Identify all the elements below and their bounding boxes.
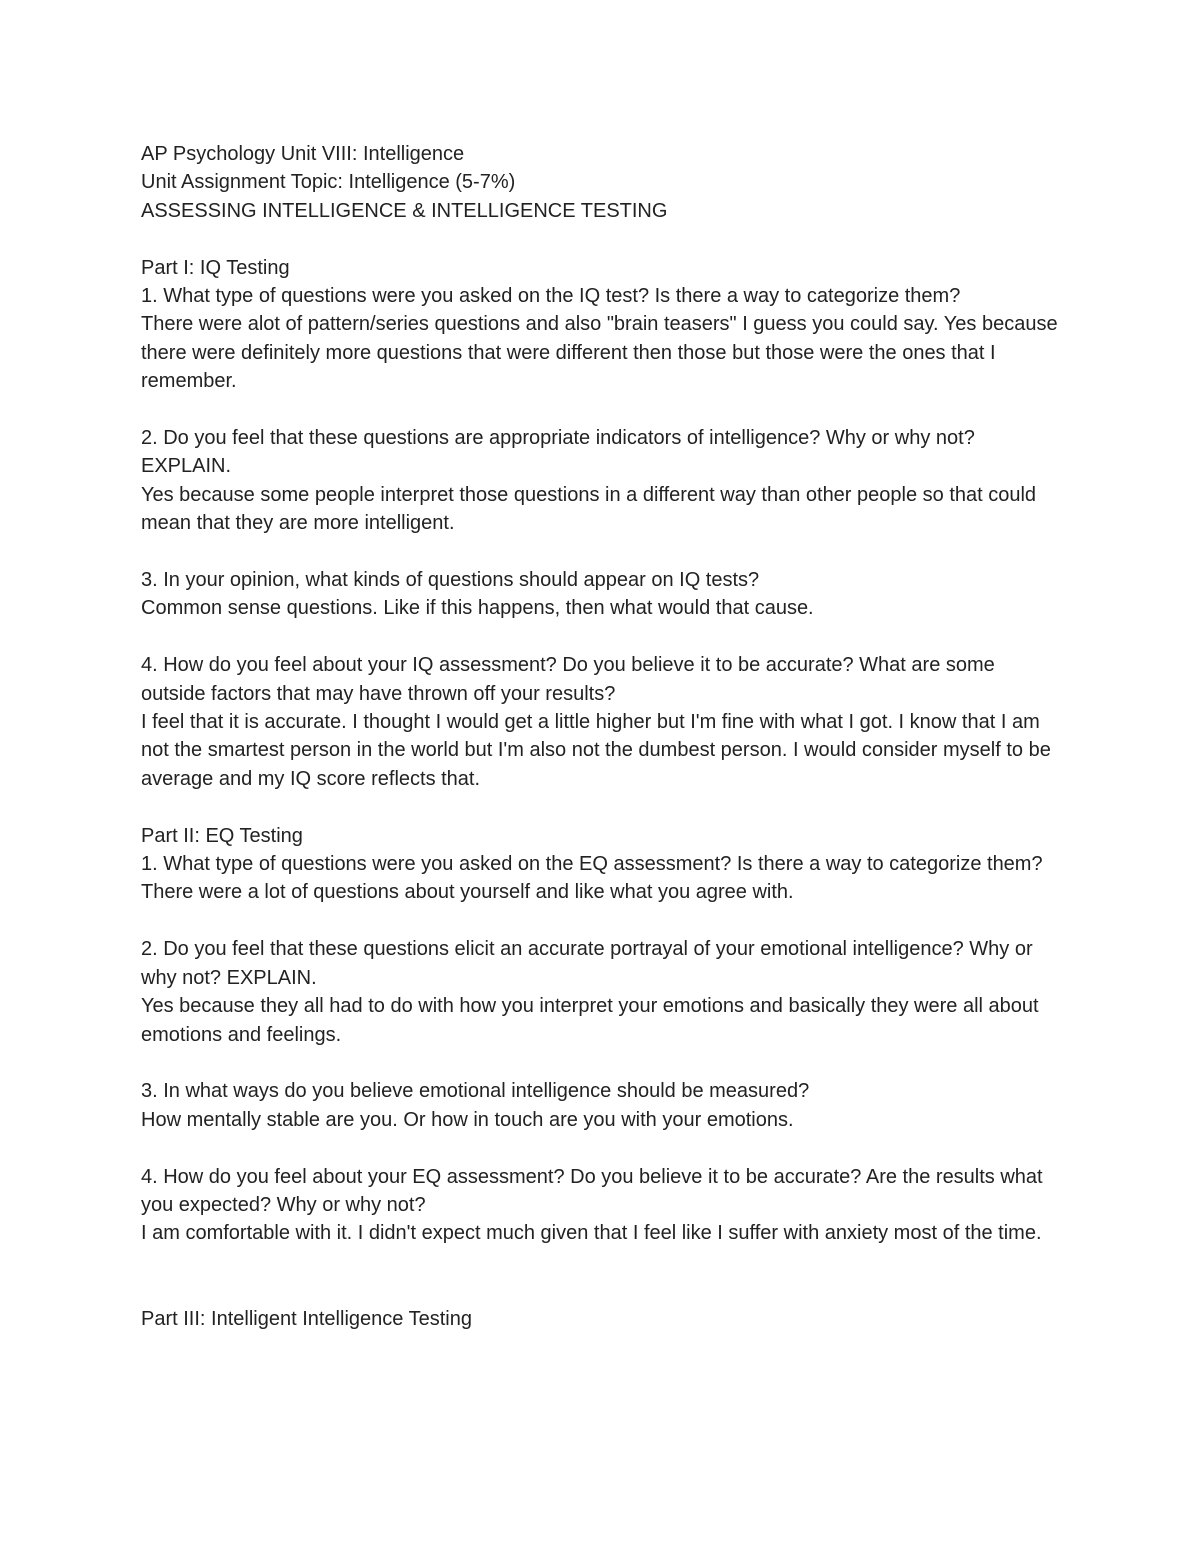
part1-title: Part I: IQ Testing	[141, 256, 290, 279]
part1-q3-answer: Common sense questions. Like if this happens, then what would that cause.	[141, 597, 814, 620]
part1-q2-question: 2. Do you feel that these questions are appropriate indicators of intelligence? Why or why not? EXPLAIN.	[141, 427, 975, 478]
part2-q2-question: 2. Do you feel that these questions elicit an accurate portrayal of your emotional intelligence? Why or why not? EXPLAIN.	[141, 938, 1033, 989]
part2-q4-answer: I am comfortable with it. I didn't expect much given that I feel like I suffer with anxiety most of the time.	[141, 1222, 1042, 1245]
assignment-topic: Unit Assignment Topic: Intelligence (5-7%)	[141, 171, 516, 194]
part1-q4-answer: I feel that it is accurate. I thought I would get a little higher but I'm fine with what I got. I know that I am not the smartest person in the world but I'm also not the dumbest person. I would consider myself to be average and my IQ score reflects that.	[141, 711, 1051, 790]
part2-q4-question: 4. How do you feel about your EQ assessment? Do you believe it to be accurate? Are the results what you expected? Why or why not?	[141, 1165, 1043, 1216]
part3-title: Part III: Intelligent Intelligence Testing	[141, 1307, 472, 1330]
part1-q1-answer: There were alot of pattern/series questions and also "brain teasers" I guess you could say. Yes because there were definitely more questions that were different then those but those were the ones that I remember.	[141, 313, 1058, 393]
part1-q1-question: 1. What type of questions were you asked on the IQ test? Is there a way to categorize them?	[141, 285, 961, 308]
part2-q2-answer: Yes because they all had to do with how you interpret your emotions and basically they were all about emotions and feelings.	[141, 995, 1039, 1046]
part2-title: Part II: EQ Testing	[141, 824, 303, 847]
course-title: AP Psychology Unit VIII: Intelligence	[141, 143, 465, 165]
part1-q2-answer: Yes because some people interpret those questions in a different way than other people so that could mean that they are more intelligent.	[141, 483, 1037, 535]
part1-q3-question: 3. In your opinion, what kinds of questions should appear on IQ tests?	[141, 569, 760, 592]
part2-q1-answer: There were a lot of questions about yourself and like what you agree with.	[141, 881, 794, 904]
part1-q4-question: 4. How do you feel about your IQ assessment? Do you believe it to be accurate? What are some outside factors that may have thrown off your results?	[141, 654, 995, 705]
part2-q1-question: 1. What type of questions were you asked on the EQ assessment? Is there a way to categorize them?	[141, 853, 1043, 876]
part2-q3-question: 3. In what ways do you believe emotional intelligence should be measured?	[141, 1080, 810, 1103]
document-page	[141, 140, 1061, 1333]
section-heading: ASSESSING INTELLIGENCE & INTELLIGENCE TESTING	[141, 199, 668, 222]
part2-q3-answer: How mentally stable are you. Or how in touch are you with your emotions.	[141, 1108, 794, 1131]
